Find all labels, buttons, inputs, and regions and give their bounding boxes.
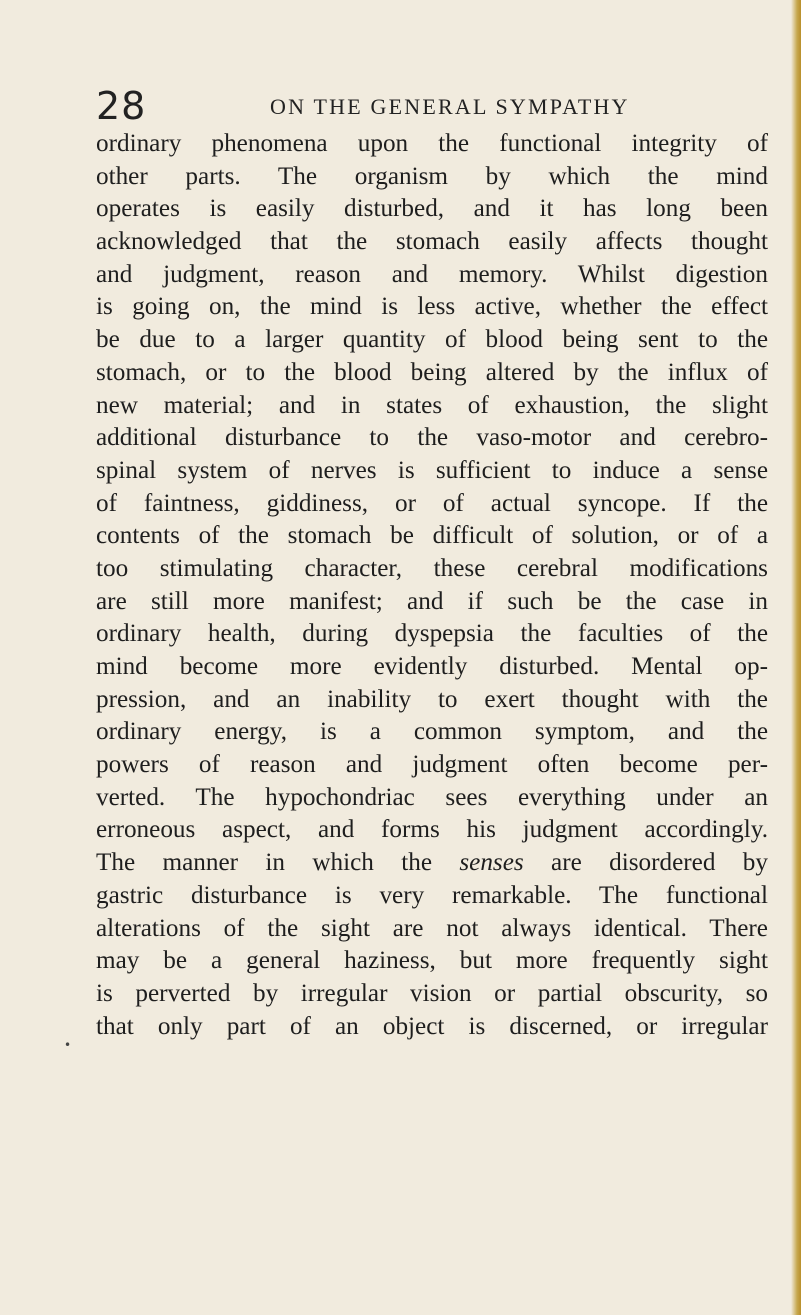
text-line: that only part of an object is discerned, or irregular [96, 1012, 768, 1040]
body-text [96, 128, 768, 1043]
text-line: verted. The hypochondriac sees everything under an [96, 783, 768, 811]
text-line: additional disturbance to the vaso-motor and cerebro- [96, 424, 768, 452]
text-line: be due to a larger quantity of blood being sent to the [96, 326, 768, 354]
page-edge [791, 0, 801, 1315]
text-line: too stimulating character, these cerebral modifications [96, 554, 768, 582]
text-line: other parts. The organism by which the mind [96, 162, 768, 190]
text-line: contents of the stomach be difficult of solution, or of a [96, 522, 768, 550]
text-segment: The manner in which the [96, 849, 460, 877]
text-line: mind become more evidently disturbed. Mental op- [96, 653, 768, 680]
text-line: ordinary health, during dyspepsia the faculties of the [96, 620, 768, 648]
text-line: ordinary energy, is a common symptom, and the [96, 718, 768, 746]
text-line: ordinary phenomena upon the functional integrity of [96, 130, 768, 157]
text-line: spinal system of nerves is sufficient to induce a sense [96, 456, 768, 484]
text-line: of faintness, giddiness, or of actual syncope. If the [96, 489, 768, 517]
italic-word: senses [459, 849, 524, 877]
text-line: alterations of the sight are not always identical. There [96, 914, 768, 942]
text-line: new material; and in states of exhaustion, the slight [96, 391, 768, 419]
page-number: 28 [96, 84, 147, 128]
text-line: is going on, the mind is less active, whether the effect [96, 293, 768, 321]
text-line: may be a general haziness, but more frequently sight [96, 947, 768, 975]
text-line: stomach, or to the blood being altered by the influx of [96, 358, 768, 386]
text-line: powers of reason and judgment often become per- [96, 751, 768, 779]
text-line-with-italic [96, 847, 768, 880]
text-segment: are disordered by [523, 849, 768, 877]
text-line: is perverted by irregular vision or partial obscurity, so [96, 979, 768, 1007]
text-line: are still more manifest; and if such be the case in [96, 587, 768, 615]
text-line: and judgment, reason and memory. Whilst digestion [96, 260, 768, 288]
text-line: operates is easily disturbed, and it has long been [96, 195, 768, 223]
page-header [96, 84, 756, 128]
text-line: gastric disturbance is very remarkable. The functional [96, 881, 768, 909]
text-line: erroneous aspect, and forms his judgment accordingly. [96, 816, 768, 844]
running-title: ON THE GENERAL SYMPATHY [270, 94, 630, 119]
margin-dot-mark: • [64, 1038, 72, 1052]
text-line: pression, and an inability to exert thought with the [96, 685, 768, 713]
text-line: acknowledged that the stomach easily affects thought [96, 228, 768, 256]
